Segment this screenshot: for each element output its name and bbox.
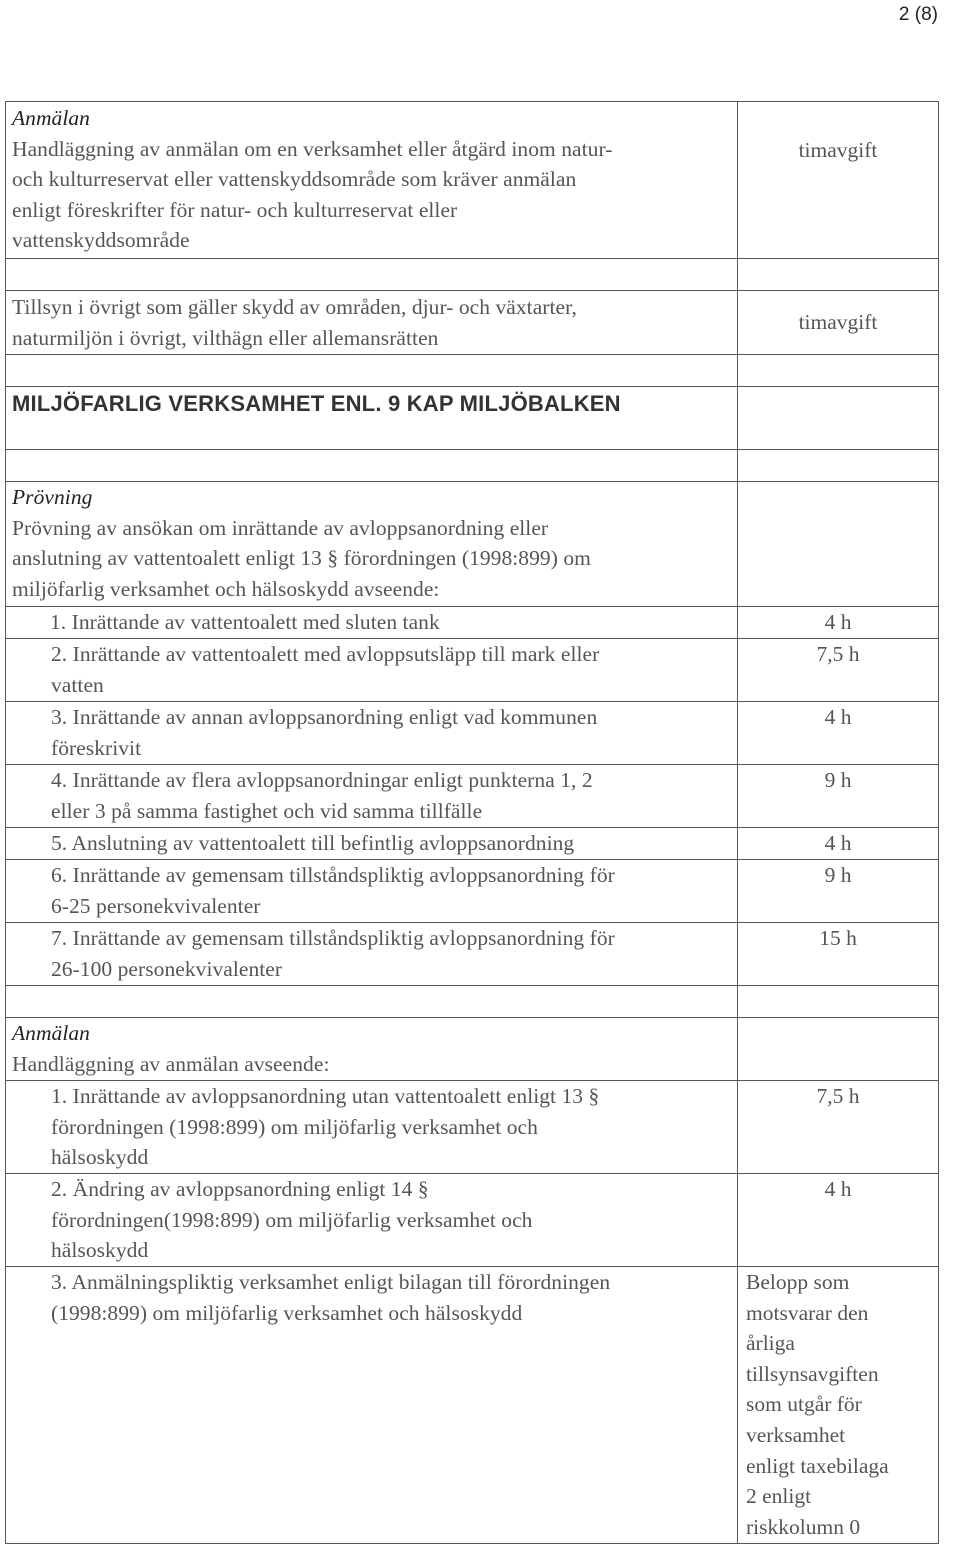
- text-line: 6. Inrättande av gemensam tillståndspliktig avloppsanordning för: [51, 863, 615, 887]
- empty-cell: [738, 482, 939, 607]
- fee-value: 4 h: [824, 1177, 852, 1201]
- fee-cell: [738, 702, 939, 765]
- fee-cell: [738, 102, 939, 259]
- fee-cell: [738, 291, 939, 355]
- fee-value-line: motsvarar den: [746, 1300, 869, 1325]
- provning-item-7: [6, 923, 738, 986]
- text-line: 7. Inrättande av gemensam tillståndspliktig avloppsanordning för: [51, 926, 615, 950]
- table-row: [6, 482, 939, 607]
- provning-item-6: [6, 860, 738, 923]
- fee-value-line: verksamhet: [746, 1422, 846, 1447]
- text-line: vatten: [51, 672, 104, 697]
- fee-value: timavgift: [798, 310, 878, 334]
- text-line: eller 3 på samma fastighet och vid samma tillfälle: [51, 798, 483, 823]
- table-row: [6, 986, 939, 1018]
- table-row: [6, 607, 939, 639]
- table-row: [6, 860, 939, 923]
- empty-cell: [6, 986, 738, 1018]
- text-line: och kulturreservat eller vattenskyddsområde som kräver anmälan: [12, 167, 577, 192]
- fee-cell: [738, 1081, 939, 1174]
- text-line: Handläggning av anmälan avseende:: [12, 1051, 330, 1076]
- section-heading: MILJÖFARLIG VERKSAMHET ENL. 9 KAP MILJÖBALKEN: [12, 391, 621, 416]
- text-line: 6-25 personekvivalenter: [51, 893, 261, 918]
- text-line: (1998:899) om miljöfarlig verksamhet och hälsoskydd: [51, 1300, 523, 1325]
- text-line: anslutning av vattentoalett enligt 13 § förordningen (1998:899) om: [12, 546, 591, 571]
- empty-cell: [6, 355, 738, 387]
- text-line: 5. Anslutning av vattentoalett till befintlig avloppsanordning: [51, 831, 575, 855]
- fee-cell: [738, 607, 939, 639]
- fee-value: 9 h: [824, 863, 852, 887]
- fee-table: [5, 101, 939, 1544]
- empty-cell: [738, 355, 939, 387]
- provning-intro-cell: [6, 482, 738, 607]
- fee-cell: [738, 1174, 939, 1267]
- fee-value: 9 h: [824, 768, 852, 792]
- fee-value: 4 h: [824, 705, 852, 729]
- text-line: hälsoskydd: [51, 1145, 149, 1170]
- fee-cell: [738, 828, 939, 860]
- fee-value-line: tillsynsavgiften: [746, 1361, 879, 1386]
- table-row: [6, 765, 939, 828]
- text-line: vattenskyddsområde: [12, 228, 190, 253]
- table-row: [6, 702, 939, 765]
- empty-cell: [738, 450, 939, 482]
- fee-cell: [738, 639, 939, 702]
- empty-cell: [738, 986, 939, 1018]
- page-number: 2 (8): [898, 4, 938, 25]
- fee-value-line: som utgår för: [746, 1392, 862, 1417]
- fee-value: 7,5 h: [816, 1084, 860, 1108]
- table-row: [6, 355, 939, 387]
- fee-value-line: enligt taxebilaga: [746, 1453, 889, 1478]
- fee-value: timavgift: [798, 138, 878, 162]
- section-heading: Anmälan: [12, 1021, 90, 1045]
- text-line: 1. Inrättande av vattentoalett med sluten tank: [50, 610, 440, 634]
- table-row: [6, 923, 939, 986]
- fee-value-line: riskkolumn 0: [746, 1514, 861, 1539]
- text-line: 1. Inrättande av avloppsanordning utan vattentoalett enligt 13 §: [51, 1084, 600, 1108]
- anmalan-item-2: [6, 1174, 738, 1267]
- text-line: 26-100 personekvivalenter: [51, 956, 283, 981]
- table-row: [6, 828, 939, 860]
- text-line: förordningen(1998:899) om miljöfarlig verksamhet och: [51, 1207, 533, 1232]
- provning-item-1: [6, 607, 738, 639]
- section-miljofarlig-heading-cell: [6, 387, 738, 450]
- text-line: 3. Anmälningspliktig verksamhet enligt bilagan till förordningen: [51, 1270, 611, 1294]
- empty-cell: [6, 450, 738, 482]
- table-row: [6, 291, 939, 355]
- table-row: [6, 1018, 939, 1081]
- table-row: [6, 639, 939, 702]
- text-line: 3. Inrättande av annan avloppsanordning enligt vad kommunen: [51, 705, 598, 729]
- text-line: 2. Inrättande av vattentoalett med avloppsutsläpp till mark eller: [51, 642, 600, 666]
- provning-item-4: [6, 765, 738, 828]
- table-row: [6, 102, 939, 259]
- text-line: 2. Ändring av avloppsanordning enligt 14 §: [51, 1177, 429, 1201]
- anmalan-item-3: [6, 1267, 738, 1544]
- text-line: enligt föreskrifter för natur- och kulturreservat eller: [12, 197, 458, 222]
- empty-cell: [738, 1018, 939, 1081]
- empty-cell: [738, 387, 939, 450]
- table-row: [6, 1174, 939, 1267]
- section-tillsyn-desc: [6, 291, 738, 355]
- empty-cell: [6, 259, 738, 291]
- text-line: miljöfarlig verksamhet och hälsoskydd avseende:: [12, 576, 440, 601]
- anmalan-item-1: [6, 1081, 738, 1174]
- provning-item-2: [6, 639, 738, 702]
- table-row: [6, 1081, 939, 1174]
- fee-cell: [738, 860, 939, 923]
- provning-item-3: [6, 702, 738, 765]
- table-row: [6, 450, 939, 482]
- table-row: [6, 387, 939, 450]
- anmalan-intro-cell: [6, 1018, 738, 1081]
- fee-value: 4 h: [824, 610, 852, 634]
- text-line: hälsoskydd: [51, 1238, 149, 1263]
- section-heading: Prövning: [12, 485, 93, 509]
- fee-value-line: årliga: [746, 1331, 795, 1356]
- fee-cell: [738, 1267, 939, 1544]
- fee-cell: [738, 765, 939, 828]
- fee-value: 7,5 h: [816, 642, 860, 666]
- table-row: [6, 1267, 939, 1544]
- table-row: [6, 259, 939, 291]
- section-heading: Anmälan: [12, 106, 90, 130]
- text-line: Tillsyn i övrigt som gäller skydd av områden, djur- och växtarter,: [12, 295, 577, 319]
- empty-cell: [738, 259, 939, 291]
- text-line: Prövning av ansökan om inrättande av avloppsanordning eller: [12, 515, 549, 540]
- fee-value-line: Belopp som: [746, 1270, 850, 1294]
- fee-value: 4 h: [824, 831, 852, 855]
- fee-cell: [738, 923, 939, 986]
- fee-value-line: 2 enligt: [746, 1484, 812, 1509]
- text-line: Handläggning av anmälan om en verksamhet eller åtgärd inom natur-: [12, 136, 613, 161]
- text-line: förordningen (1998:899) om miljöfarlig verksamhet och: [51, 1114, 538, 1139]
- text-line: naturmiljön i övrigt, vilthägn eller allemansrätten: [12, 325, 439, 350]
- text-line: föreskrivit: [51, 735, 142, 760]
- text-line: 4. Inrättande av flera avloppsanordningar enligt punkterna 1, 2: [51, 768, 593, 792]
- fee-value: 15 h: [819, 926, 857, 950]
- section-anmalan-natur-desc: [6, 102, 738, 259]
- provning-item-5: [6, 828, 738, 860]
